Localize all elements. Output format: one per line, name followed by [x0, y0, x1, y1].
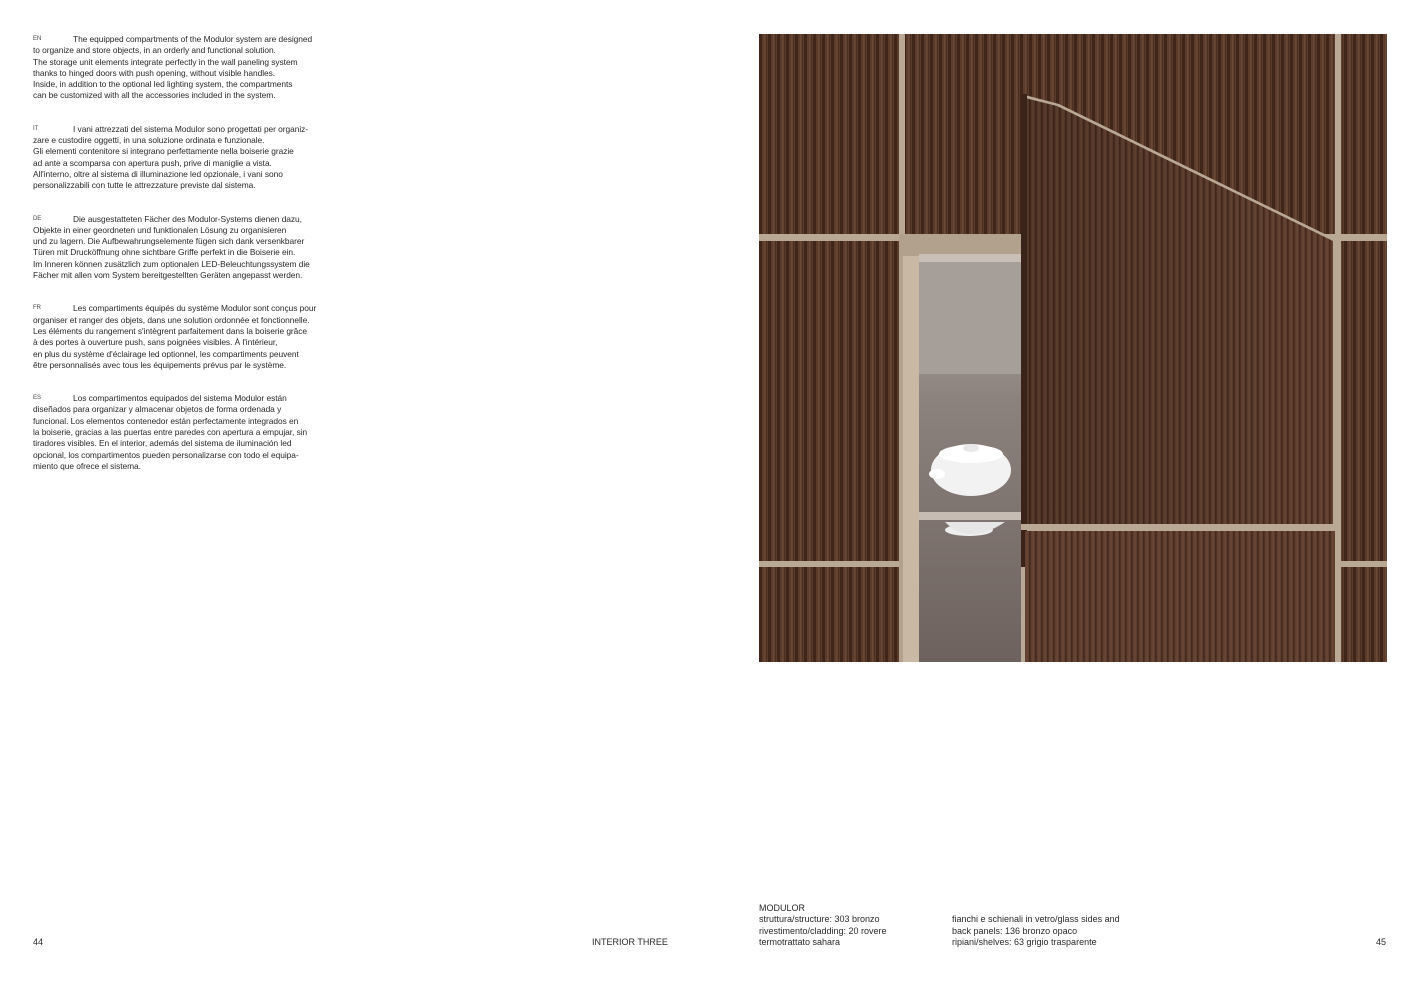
credits-column-1: struttura/structure: 303 bronzo rivestimento/cladding: 20 rovere termotrattato sahara	[759, 914, 887, 947]
page-number-left: 44	[33, 937, 44, 947]
paragraph-it	[33, 124, 345, 192]
product-photo-illustration	[759, 34, 1387, 662]
paragraph-text: The equipped compartments of the Modulor system are designed to organize and store objects, in an orderly and functional solution. The storage unit elements integrate perfectly in the wall paneling system thanks to hinged doors with push opening, without visible handles. Inside, in addition to the optional led lighting system, the compartments can be customized with all the accessories included in the system.	[33, 34, 313, 101]
language-code: DE	[33, 215, 42, 222]
credits-title: MODULOR	[759, 903, 806, 913]
product-photo	[759, 34, 1387, 662]
paragraph-es	[33, 393, 345, 472]
running-head: INTERIOR THREE	[592, 937, 668, 947]
language-code: ES	[33, 395, 41, 402]
paragraph-en	[33, 34, 345, 102]
page-number-right: 45	[1376, 937, 1387, 947]
paragraph-text: I vani attrezzati del sistema Modulor sono progettati per organiz- zare e custodire oggetti, in una soluzione ordinata e funzionale. Gli elementi contenitore si integrano perfettamente nella boiserie grazie ad ante a scomparsa con apertura push, prive di maniglie a vista. All'interno, oltre al sistema di illuminazione led opzionale, i vani sono personalizzabili con tutte le attrezzature previste dal sistema.	[33, 123, 309, 191]
paragraph-text: Los compartimentos equipados del sistema Modulor están diseñados para organizar y almacenar objetos de forma ordenada y funcional. Los elementos contenedor están perfectamente integrados en la boiserie, gracias a las puertas entre paredes con apertura a empujar, sin tiradores visibles. En el interior, además del sistema de iluminación led opcional, los compartimentos pueden personalizarse con todo el equipa- miento que ofrece el sistema.	[33, 393, 308, 471]
paragraph-fr	[33, 303, 345, 371]
credits-column-2: fianchi e schienali in vetro/glass sides and back panels: 136 bronzo opaco ripiani/shelves: 63 grigio trasparente	[952, 914, 1120, 947]
language-code: IT	[33, 125, 39, 132]
language-code: FR	[33, 305, 41, 312]
paragraph-text: Die ausgestatteten Fächer des Modulor-Systems dienen dazu, Objekte in einer geordneten und funktionalen Lösung zu organisieren und zu lagern. Die Aufbewahrungselemente fügen sich dank versenkbarer Türen mit Drucköffnung ohne sichtbare Griffe perfekt in die Boiserie ein. Im Inneren können zusätzlich zum optionalen LED-Beleuchtungssystem die Fächer mit allen vom System bereitgestellten Geräten angepasst werden.	[33, 213, 310, 281]
language-code: EN	[33, 36, 42, 42]
paragraph-de	[33, 214, 345, 282]
multilingual-text-column	[33, 34, 345, 494]
paragraph-text: Les compartiments équipés du système Modulor sont conçus pour organiser et ranger des objets, dans une solution ordonnée et fonctionnelle. Les éléments du rangement s'intègrent parfaitement dans la boiserie grâce à des portes à ouverture push, sans poignées visibles. À l'intérieur, en plus du système d'éclairage led optionnel, les compartiments peuvent être personnalisés avec tous les équipements prévus par le système.	[33, 303, 317, 370]
